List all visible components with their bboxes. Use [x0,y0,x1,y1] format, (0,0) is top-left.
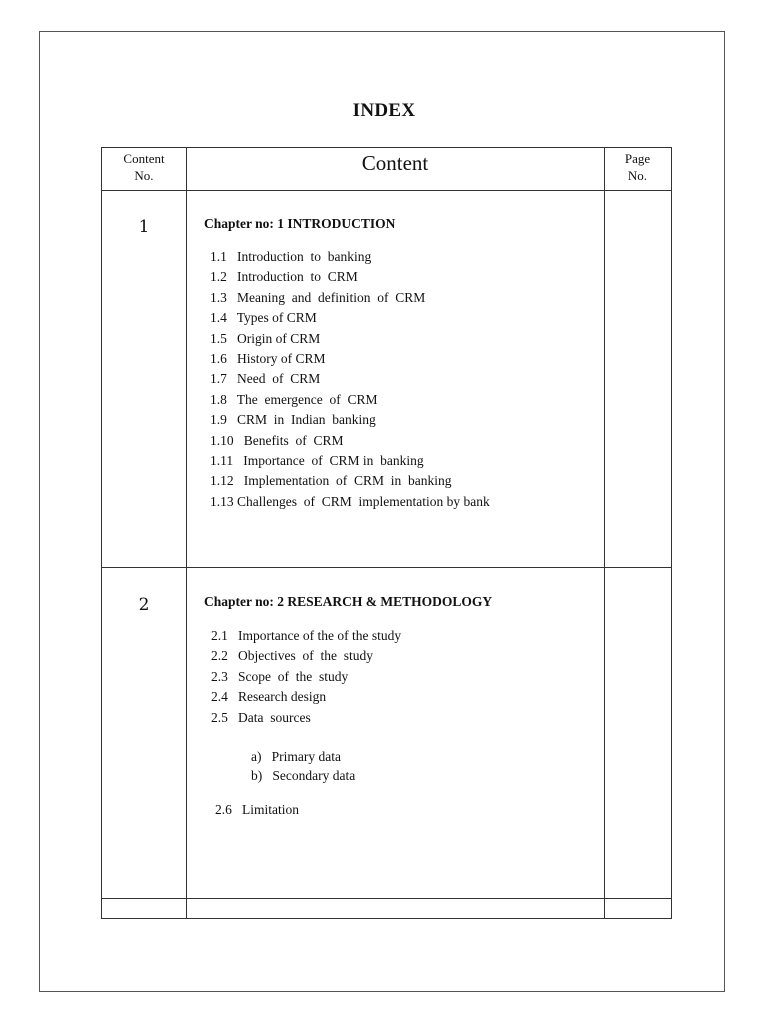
list-item: 1.6 History of CRM [210,351,326,367]
chapter-items [210,247,490,512]
list-item: a) Primary data [251,749,341,764]
list-item: 1.4 Types of CRM [210,310,317,326]
list-item: 1.1 Introduction to banking [210,249,372,264]
header-content: Content [361,151,429,175]
list-item: 1.13 Challenges of CRM implementation by bank [210,493,490,509]
chapter-items [215,800,299,820]
chapter-items [211,626,401,728]
list-item: 1.11 Importance of CRM in banking [210,453,424,469]
header-content-no: Content No. [123,151,165,183]
list-item: 1.5 Origin of CRM [210,330,321,346]
chapter-number: 2 [138,595,150,615]
list-item: 2.3 Scope of the study [211,668,349,684]
row-divider [102,567,671,568]
column-divider [186,148,187,918]
data-sources-sublist [251,747,355,785]
list-item: 1.3 Meaning and definition of CRM [210,289,426,305]
list-item: 2.6 Limitation [215,802,299,817]
list-item: 2.5 Data sources [211,709,311,725]
list-item: 1.10 Benefits of CRM [210,432,344,448]
list-item: 1.9 CRM in Indian banking [210,412,376,428]
header-divider [102,190,671,191]
chapter-number: 1 [138,217,150,237]
chapter-title: Chapter no: 2 RESEARCH & METHODOLOGY [204,594,493,609]
row-divider [102,898,671,899]
list-item: 2.2 Objectives of the study [211,648,373,664]
list-item: 1.8 The emergence of CRM [210,391,378,407]
chapter-title: Chapter no: 1 INTRODUCTION [204,216,396,231]
list-item: 1.2 Introduction to CRM [210,269,358,285]
index-table [101,147,672,919]
page-title: INDEX [352,100,416,121]
list-item: 2.1 Importance of the of the study [211,628,402,643]
list-item: b) Secondary data [251,768,356,783]
column-divider [604,148,605,918]
list-item: 1.7 Need of CRM [210,371,321,387]
list-item: 1.12 Implementation of CRM in banking [210,473,452,489]
header-page-no: Page No. [624,151,651,183]
list-item: 2.4 Research design [211,689,327,705]
